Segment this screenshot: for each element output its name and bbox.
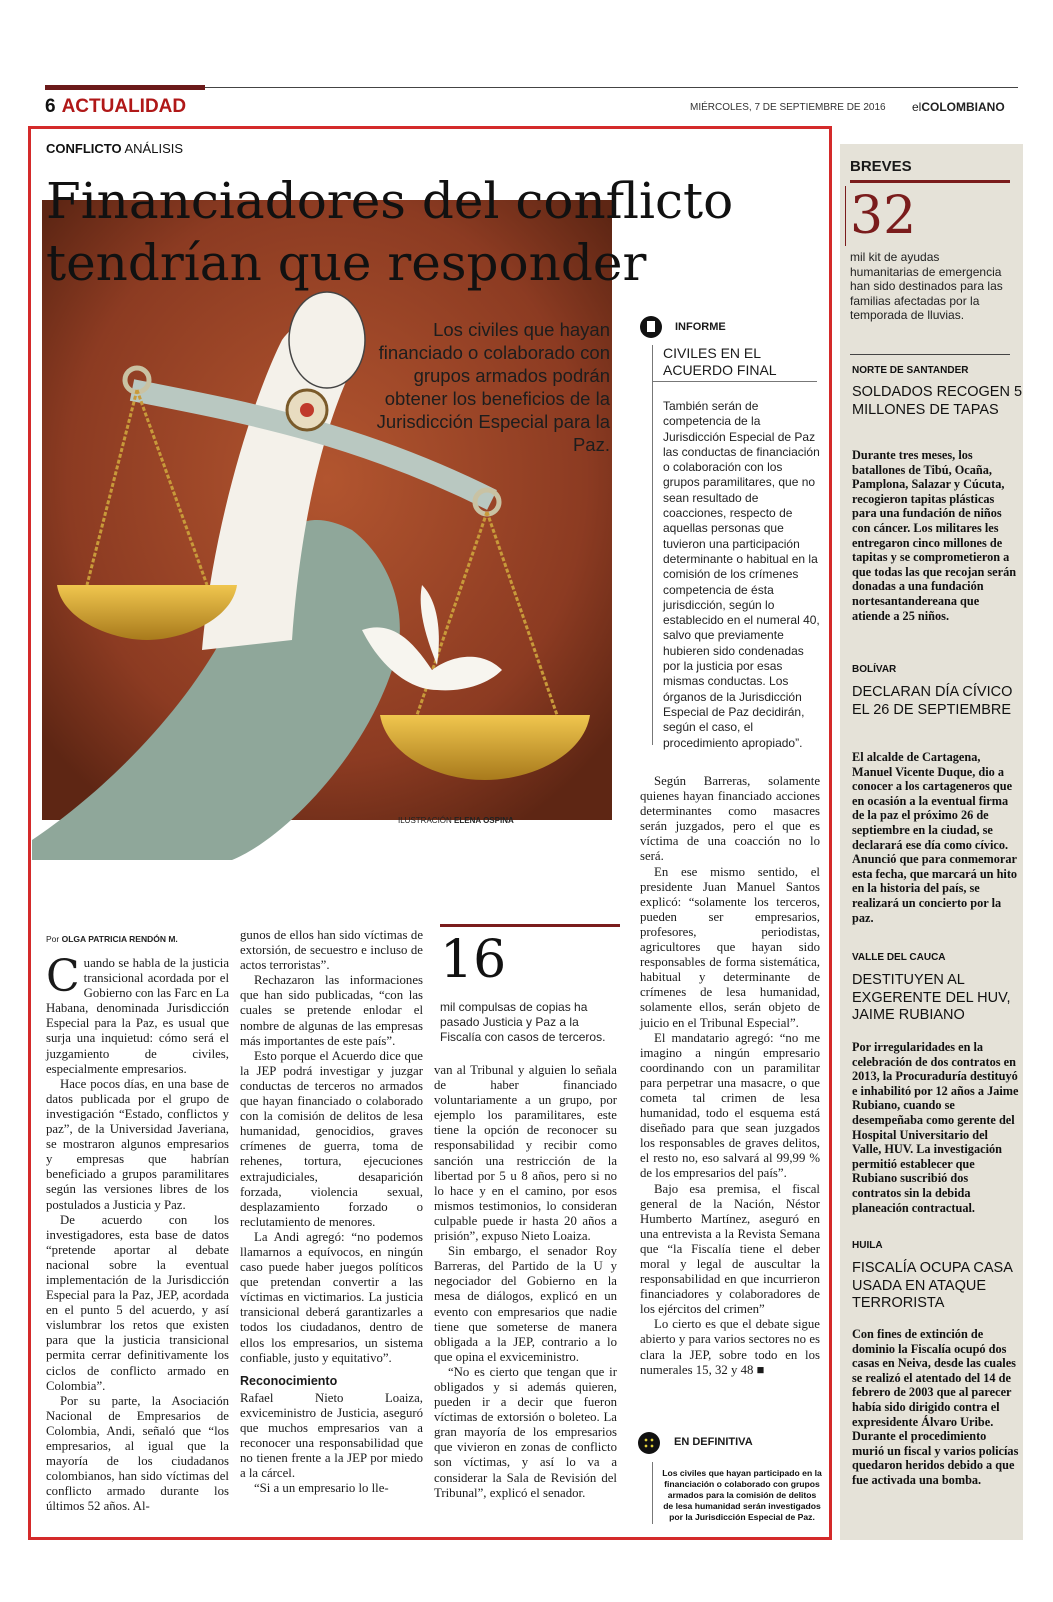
informe-body: También serán de competencia de la Jurisdicción Especial de Paz las conductas de financiación o colaboración con los grupos paramilitares, que no sean resultado de coacciones, respecto de aquellas personas que tuvieron una participación determinante o habitual en la comisión de los crímenes competencia de ésta jurisdicción, según lo establecido en el numeral 40, salvo que previamente hubieren sido condenadas por la justicia por esas mismas conductas. Los órganos de la Jurisdicción Especial de Paz decidirán, según el caso, el procedimiento apropiado”. bbox=[663, 399, 820, 750]
breve-body: Durante tres meses, los batallones de Tibú, Ocaña, Pamplona, Salazar y Cúcuta, recogieron tapitas plásticas para una fundación de niños con cáncer. Los militares les entregaron cinco millones de tapitas y se comprometieron a que todas las que recojan serán donadas a una fundación nortesantandereana que atiende a 25 niños. bbox=[852, 448, 1017, 623]
summary-icon bbox=[638, 1432, 660, 1454]
newspaper-brand bbox=[912, 100, 1005, 114]
article-paragraph: Según Barreras, solamente quienes hayan financiado acciones determinantes como masacres serán juzgados, pero el que es víctima de una coacción no lo será. bbox=[640, 774, 820, 864]
breve-body: Por irregularidades en la celebración de dos contratos en 2013, la Procuraduría destituyó e inhabilitó por 12 años a Jaime Rubiano, cuando se desempeñaba como gerente del Hospital Universitario del Valle, HUV. La investigación permitió establecer que Rubiano suscribió dos contratos sin la debida planeación contractual. bbox=[852, 1040, 1019, 1215]
breve-headline: SOLDADOS RECOGEN 5 MILLONES DE TAPAS bbox=[852, 384, 1023, 418]
section-accent-bar bbox=[45, 85, 205, 90]
credit-name: ELENA OSPINA bbox=[454, 816, 514, 825]
article-paragraph: Rafael Nieto Loaiza, exviceministro de Justicia, aseguró que muchos empresarios van a reconocer una responsabilidad que no tienen frente a la JEP por miedo a la cárcel. bbox=[240, 1390, 423, 1481]
breves-title: BREVES bbox=[850, 158, 912, 175]
article-column-1 bbox=[46, 951, 230, 1514]
article-paragraph: Bajo esa premisa, el fiscal general de la Nación, Néstor Humberto Martínez, aseguró en una entrevista a la Revista Semana que “la Fiscalía tiene el deber moral y legal de auscultar la responsabilidad en que incurrieron financiadores y colaboradores de los ejércitos del crimen” bbox=[640, 1181, 820, 1317]
brand-prefix: el bbox=[912, 100, 922, 114]
byline-prefix: Por bbox=[46, 934, 60, 944]
article-paragraph: van al Tribunal y alguien lo señala de haber financiado voluntariamente a un grupo, por ejemplo los paramilitares, este tiene la opción de reconocer su responsabilidad y recibir como sanción una restricción de la libertad por 5 u 8 años, pero si no lo hace y en el camino, por esos mismos testimonios, lo consideran culpable puede ir hasta 20 años a prisión”, expuso Nieto Loaiza. bbox=[434, 1063, 617, 1244]
fact-rule bbox=[440, 924, 620, 927]
paragraph-text: uando se habla de la justicia transicional acordada por el Gobierno con las Farc en La Habana, denominada Jurisdicción Especial para la Paz, es usual que surja una inquietud: cómo será el juzgamiento de civiles, especialmente empresarios. bbox=[46, 956, 230, 1076]
headline-line-2: tendrían que responder bbox=[46, 234, 647, 292]
kicker-type: ANÁLISIS bbox=[124, 141, 184, 156]
article-paragraph: Esto porque el Acuerdo dice que la JEP podrá investigar y juzgar conductas de terceros no armados que hayan financiado o colaborado con la comisión de delitos de lesa humanidad, genocidios, graves crímenes de guerra, toma de rehenes, tortura, ejecuciones extrajudiciales, desaparición forzada, violencia sexual, desplazamiento forzado o reclutamiento de menores. bbox=[240, 1048, 423, 1229]
scale-pivot-center bbox=[300, 403, 314, 417]
breve-headline: FISCALÍA OCUPA CASA USADA EN ATAQUE TERRORISTA bbox=[852, 1260, 1013, 1311]
article-paragraph: En ese mismo sentido, el presidente Juan Manuel Santos explicó: “solamente los terceros, pueden ser empresarios, profesores, periodistas, agricultores que hayan sido responsables de forma sistemática, habitual y determinante de crímenes de lesa humanidad, solamente ellos, serán objeto de juicio en el Tribunal Especial”. bbox=[640, 864, 820, 1030]
article-paragraph: Rechazaron las informaciones que han sido publicadas, “con las cuales se pretende enlodar el nombre de algunas de las empresas más importantes de este país”. bbox=[240, 973, 423, 1048]
breve-region: BOLÍVAR bbox=[852, 664, 897, 675]
breve-divider bbox=[850, 354, 1010, 355]
article-paragraph: gunos de ellos han sido víctimas de extorsión, de secuestro e incluso de actos terroristas”. bbox=[240, 928, 423, 973]
article-paragraph bbox=[46, 951, 230, 1077]
justice-scales-illustration bbox=[32, 200, 622, 860]
hand-shape bbox=[289, 292, 365, 388]
en-definitiva-divider bbox=[652, 1462, 653, 1524]
page-number: 6 bbox=[45, 96, 56, 117]
breve-headline: DECLARAN DÍA CÍVICO EL 26 DE SEPTIEMBRE bbox=[852, 684, 1013, 718]
breve-body: Con fines de extinción de dominio la Fiscalía ocupó dos casas en Neiva, desde las cuales se realizó el atentado del 14 de febrero de 2003 que al parecer había sido dirigido contra el expresidente Álvaro Uribe. Durante el procedimiento murió un fiscal y varios policías quedaron heridos debido a que fue activada una bomba. bbox=[852, 1327, 1019, 1487]
section-header bbox=[45, 96, 186, 118]
article-paragraph: Lo cierto es que el debate sigue abierto y para varios sectores no es clara la JEP, sobre todo en los numerales 15, 32 y 48 ■ bbox=[640, 1317, 820, 1377]
article-paragraph: El mandatario agregó: “no me imagino a ningún empresario coordinando con un paramilitar para perpetrar una masacre, o que cometa tal crimen de lesa humanidad, todo el esquema está diseñado para que sean juzgados los responsables de graves delitos, el resto no, eso salvará al 99,99 % de los empresarios del país”. bbox=[640, 1030, 820, 1181]
informe-label: INFORME bbox=[675, 321, 726, 333]
en-definitiva-label: EN DEFINITIVA bbox=[674, 1436, 753, 1448]
breve-headline: DESTITUYEN AL EXGERENTE DEL HUV, JAIME RUBIANO bbox=[852, 972, 1011, 1023]
dateline: MIÉRCOLES, 7 DE SEPTIEMBRE DE 2016 bbox=[690, 102, 886, 113]
breves-number: 32 bbox=[850, 186, 917, 246]
article-column-3 bbox=[434, 1063, 617, 1501]
byline bbox=[46, 934, 178, 944]
breves-number-rule bbox=[845, 186, 846, 246]
breves-rule bbox=[850, 180, 1010, 183]
headline-line-1: Financiadores del conflicto bbox=[46, 172, 734, 230]
fact-number: 16 bbox=[440, 930, 507, 990]
article-paragraph: “Si a un empresario lo lle- bbox=[254, 1481, 389, 1496]
article-paragraph: Por su parte, la Asociación Nacional de Empresarios de Colombia, Andi, señaló que “los empresarios, al igual que la mayoría de los ciudadanos colombianos, han sido víctimas del conflicto armado durante los últimos 52 años. Al- bbox=[46, 1393, 229, 1514]
credit-label: ILUSTRACIÓN bbox=[398, 816, 452, 825]
illustration-credit bbox=[398, 816, 514, 825]
breves-number-text: mil kit de ayudas humanitarias de emergencia han sido destinados para las familias afectadas por la temporada de lluvias. bbox=[850, 250, 1003, 322]
breve-region: HUILA bbox=[852, 1240, 883, 1251]
article-column-2 bbox=[240, 928, 423, 1496]
article-paragraph: Hace pocos días, en una base de datos publicada por el grupo de investigación “Estado, conflictos y paz”, de la Universidad Javeriana, se mostraron algunos empresarios y empresas que habrían beneficiado a grupos paramilitares según las versiones libres de los postulados a Justicia y Paz. bbox=[46, 1076, 229, 1212]
document-icon bbox=[640, 316, 662, 338]
informe-divider-horizontal bbox=[652, 381, 817, 382]
brand-name: COLOMBIANO bbox=[921, 100, 1005, 114]
breve-body: El alcalde de Cartagena, Manuel Vicente Duque, dio a conocer a los cartageneros que en ocasión a la eventual firma de la paz el próximo 26 de septiembre en la ciudad, se declarará ese día como cívico. Anunció que para conmemorar esta fecha, que marcará un hito en la historia del país, se realizará un concierto por la paz. bbox=[852, 750, 1018, 925]
informe-divider-vertical bbox=[652, 345, 653, 745]
en-definitiva-text: Los civiles que hayan participado en la financiación o colaborado con grupos armados para la comisión de delitos de lesa humanidad serán investigados por la Jurisdicción Especial de Paz. bbox=[662, 1468, 822, 1522]
article-subtitle: Los civiles que hayan financiado o colaborado con grupos armados podrán obtener los beneficios de la Jurisdicción Especial para la Paz. bbox=[376, 319, 610, 455]
article-paragraph: “No es cierto que tengan que ir obligados y si además quieren, pueden ir a decir que fueron víctimas de extorsión o boleteo. La gran mayoría de los empresarios que vivieron en zonas de conflicto son víctimas, y así lo va a considerar la Sala de Revisión del Tribunal”, explicó el senador. bbox=[434, 1364, 617, 1500]
drop-cap: C bbox=[46, 951, 80, 1002]
informe-title: CIVILES EN EL ACUERDO FINAL bbox=[663, 345, 777, 378]
fact-text: mil compulsas de copias ha pasado Justicia y Paz a la Fiscalía con casos de terceros. bbox=[440, 1000, 606, 1044]
kicker-topic: CONFLICTO bbox=[46, 141, 122, 156]
section-name: ACTUALIDAD bbox=[61, 96, 187, 117]
article-paragraph: De acuerdo con los investigadores, esta base de datos “pretende aportar al debate nacional sobre la eventual implementación de la Jurisdicción Especial para la Paz, JEP, acordada en el punto 5 del acuerdo, y así vislumbrar los retos que existen para que la justicia transicional permita cerrar definitivamente los ciclos de conflicto armado en Colombia”. bbox=[46, 1212, 229, 1393]
article-column-4 bbox=[640, 774, 820, 1378]
article-paragraph: La Andi agregó: “no podemos llamarnos a equívocos, en ningún caso puede haber juegos políticos que pretendan convertir a las víctimas en victimarios. La justicia transicional deberá garantizarles a todos los ciudadanos, dentro de ellos los empresarios, un sistema confiable, justo y equitativo”. bbox=[240, 1229, 423, 1365]
breve-region: NORTE DE SANTANDER bbox=[852, 365, 969, 376]
article-paragraph: Sin embargo, el senador Roy Barreras, del Partido de la U y negociador del Gobierno en la mesa de diálogos, explicó en un evento con empresarios que nadie tiene que someterse de manera obligada a la JEP, contrario a lo que opina el exviceministro. bbox=[434, 1244, 617, 1364]
breve-region: VALLE DEL CAUCA bbox=[852, 952, 946, 963]
article-subhead: Reconocimiento bbox=[240, 1373, 338, 1388]
article-kicker bbox=[46, 141, 183, 156]
article-headline bbox=[46, 170, 806, 294]
byline-author: OLGA PATRICIA RENDÓN M. bbox=[61, 934, 178, 944]
